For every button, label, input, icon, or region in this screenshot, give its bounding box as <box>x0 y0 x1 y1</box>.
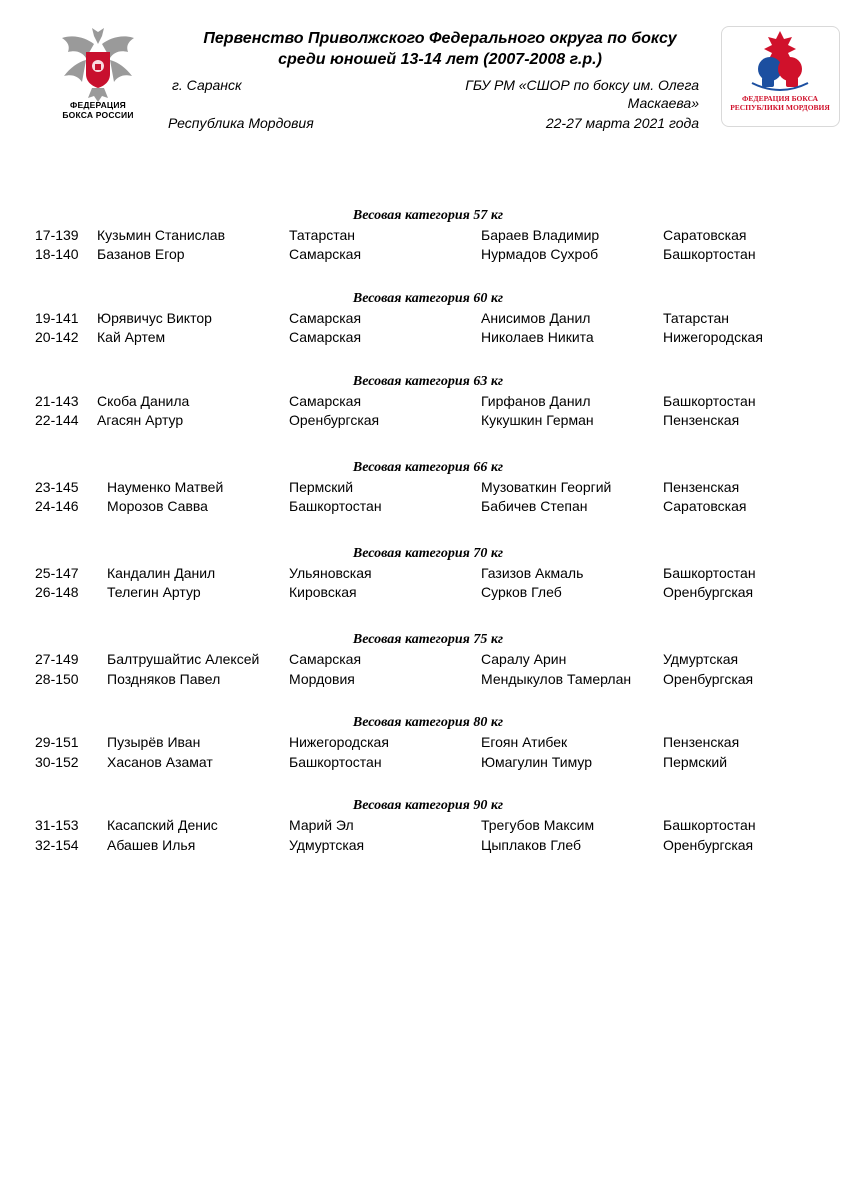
boxer-region: Самарская <box>289 246 362 262</box>
opponent-name: Гирфанов Данил <box>481 393 591 409</box>
boxer-region: Башкортостан <box>289 498 382 514</box>
opponent-region: Башкортостан <box>663 565 756 581</box>
opponent-region: Саратовская <box>663 498 747 514</box>
pair-number: 22-144 <box>35 412 79 428</box>
boxer-name: Базанов Егор <box>97 246 185 262</box>
opponent-region: Пензенская <box>663 412 740 428</box>
opponent-region: Удмуртская <box>663 651 739 667</box>
opponent-name: Музоваткин Георгий <box>481 479 612 495</box>
boxer-region: Мордовия <box>289 671 355 687</box>
left-logo-caption-line2: БОКСА РОССИИ <box>62 110 134 120</box>
boxer-name: Морозов Савва <box>107 498 208 514</box>
right-logo-caption <box>724 94 836 112</box>
table-row <box>0 328 849 347</box>
weight-category-title: Весовая категория 57 кг <box>352 208 504 223</box>
weight-category-title: Весовая категория 60 кг <box>352 291 504 306</box>
pair-number: 20-142 <box>35 329 79 345</box>
opponent-name: Цыплаков Глеб <box>481 837 581 853</box>
opponent-name: Бабичев Степан <box>481 498 588 514</box>
boxer-region: Самарская <box>289 310 362 326</box>
left-logo-caption-line1: ФЕДЕРАЦИЯ <box>70 100 126 110</box>
boxer-name: Скоба Данила <box>97 393 190 409</box>
boxing-gloves-icon <box>722 27 839 97</box>
table-row <box>0 392 849 411</box>
boxer-region: Удмуртская <box>289 837 365 853</box>
opponent-region: Оренбургская <box>663 671 754 687</box>
weight-category-title: Весовая категория 90 кг <box>352 798 504 813</box>
pair-number: 29-151 <box>35 734 79 750</box>
boxer-name: Балтрушайтис Алексей <box>107 651 260 667</box>
table-row <box>0 245 849 264</box>
boxer-region: Пермский <box>289 479 354 495</box>
boxer-region: Самарская <box>289 393 362 409</box>
boxer-name: Пузырёв Иван <box>107 734 201 750</box>
opponent-name: Анисимов Данил <box>481 310 591 326</box>
pair-number: 18-140 <box>35 246 79 262</box>
dates: 22-27 марта 2021 года <box>545 115 699 131</box>
table-row <box>0 497 849 516</box>
boxer-region: Самарская <box>289 329 362 345</box>
opponent-region: Башкортостан <box>663 393 756 409</box>
opponent-region: Оренбургская <box>663 837 754 853</box>
table-row <box>0 670 849 689</box>
pair-number: 27-149 <box>35 651 79 667</box>
pair-number: 24-146 <box>35 498 79 514</box>
opponent-region: Башкортостан <box>663 817 756 833</box>
boxer-name: Хасанов Азамат <box>107 754 213 770</box>
opponent-region: Пермский <box>663 754 728 770</box>
right-logo-caption-line2: РЕСПУБЛИКИ МОРДОВИЯ <box>730 103 830 112</box>
boxer-name: Кузьмин Станислав <box>97 227 226 243</box>
pair-number: 21-143 <box>35 393 79 409</box>
opponent-name: Трегубов Максим <box>481 817 595 833</box>
weight-category-title: Весовая категория 75 кг <box>352 632 504 647</box>
opponent-name: Николаев Никита <box>481 329 594 345</box>
left-logo-caption <box>40 100 156 120</box>
opponent-region: Башкортостан <box>663 246 756 262</box>
boxer-name: Кандалин Данил <box>107 565 216 581</box>
opponent-region: Пензенская <box>663 479 740 495</box>
boxer-region: Кировская <box>289 584 357 600</box>
boxer-name: Поздняков Павел <box>107 671 221 687</box>
boxer-region: Самарская <box>289 651 362 667</box>
table-row <box>0 478 849 497</box>
table-row <box>0 753 849 772</box>
boxer-region: Башкортостан <box>289 754 382 770</box>
boxer-name: Касапский Денис <box>107 817 218 833</box>
pair-number: 17-139 <box>35 227 79 243</box>
right-logo-caption-line1: ФЕДЕРАЦИЯ БОКСА <box>741 94 819 103</box>
opponent-region: Татарстан <box>663 310 730 326</box>
venue <box>440 76 699 112</box>
boxer-region: Нижегородская <box>289 734 389 750</box>
region: Республика Мордовия <box>168 115 314 131</box>
opponent-name: Егоян Атибек <box>481 734 568 750</box>
opponent-region: Нижегородская <box>663 329 763 345</box>
boxer-name: Науменко Матвей <box>107 479 224 495</box>
weight-category-title: Весовая категория 70 кг <box>352 546 504 561</box>
pair-number: 25-147 <box>35 565 79 581</box>
venue-line1: ГБУ РМ «СШОР по боксу им. Олега <box>465 77 699 93</box>
boxer-region: Марий Эл <box>289 817 354 833</box>
opponent-name: Юмагулин Тимур <box>481 754 592 770</box>
opponent-region: Пензенская <box>663 734 740 750</box>
opponent-name: Кукушкин Герман <box>481 412 594 428</box>
table-row <box>0 411 849 430</box>
opponent-name: Нурмадов Сухроб <box>481 246 599 262</box>
pair-number: 30-152 <box>35 754 79 770</box>
boxer-name: Телегин Артур <box>107 584 201 600</box>
table-row <box>0 816 849 835</box>
table-row <box>0 309 849 328</box>
boxer-name: Абашев Илья <box>107 837 196 853</box>
opponent-name: Бараев Владимир <box>481 227 600 243</box>
weight-category-title: Весовая категория 80 кг <box>352 715 504 730</box>
opponent-name: Газизов Акмаль <box>481 565 584 581</box>
opponent-name: Саралу Арин <box>481 651 567 667</box>
table-row <box>0 650 849 669</box>
boxer-region: Ульяновская <box>289 565 372 581</box>
table-row <box>0 836 849 855</box>
document-title-line1: Первенство Приволжского Федерального округа по боксу <box>203 30 677 47</box>
table-row <box>0 564 849 583</box>
boxer-region: Оренбургская <box>289 412 380 428</box>
table-row <box>0 226 849 245</box>
boxer-name: Кай Артем <box>97 329 166 345</box>
boxer-name: Юрявичус Виктор <box>97 310 212 326</box>
pair-number: 31-153 <box>35 817 79 833</box>
weight-category-title: Весовая категория 63 кг <box>352 374 504 389</box>
boxer-name: Агасян Артур <box>97 412 184 428</box>
city: г. Саранск <box>172 77 242 93</box>
opponent-name: Мендыкулов Тамерлан <box>481 671 632 687</box>
boxer-region: Татарстан <box>289 227 356 243</box>
pair-number: 26-148 <box>35 584 79 600</box>
opponent-name: Сурков Глеб <box>481 584 562 600</box>
pair-number: 23-145 <box>35 479 79 495</box>
pair-number: 28-150 <box>35 671 79 687</box>
venue-line2: Маскаева» <box>627 95 699 111</box>
table-row <box>0 583 849 602</box>
opponent-region: Саратовская <box>663 227 747 243</box>
table-row <box>0 733 849 752</box>
document-title-line2: среди юношей 13-14 лет (2007-2008 г.р.) <box>278 51 602 68</box>
pair-number: 19-141 <box>35 310 79 326</box>
opponent-region: Оренбургская <box>663 584 754 600</box>
pair-number: 32-154 <box>35 837 79 853</box>
weight-category-title: Весовая категория 66 кг <box>352 460 504 475</box>
